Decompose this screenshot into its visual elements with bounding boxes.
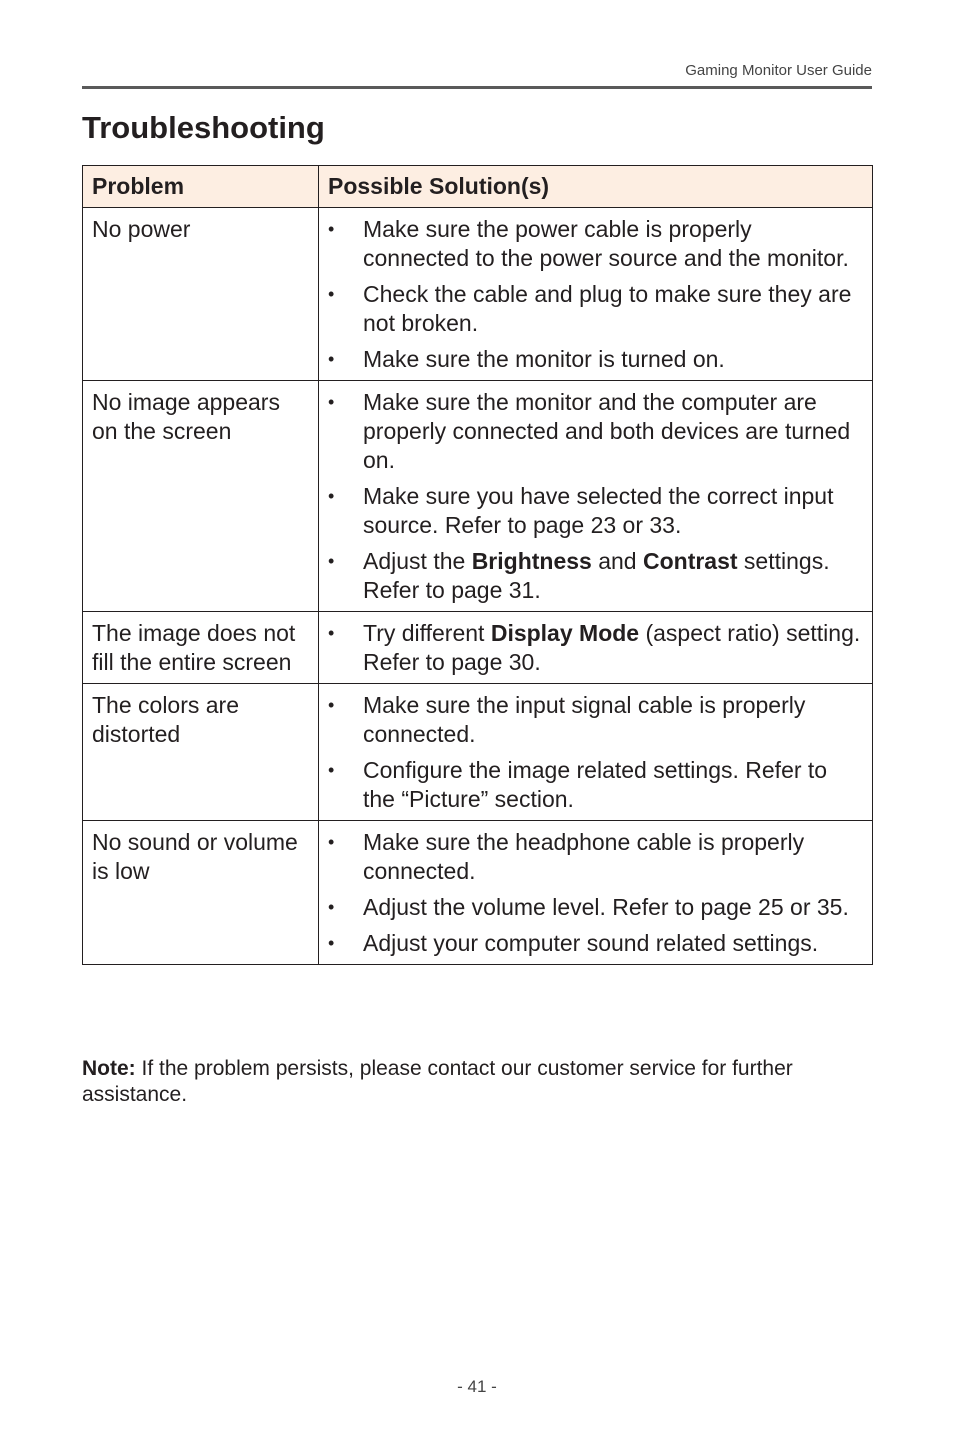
solution-text: (aspect ratio) setting. Refer to page 30. <box>363 620 861 675</box>
solution-item <box>328 691 863 749</box>
bullet-icon: • <box>328 897 335 917</box>
solution-text: Configure the image related settings. Refer to the “Picture” section. <box>363 757 828 812</box>
solution-item <box>328 482 863 540</box>
solution-list <box>328 215 863 374</box>
table-body <box>83 208 873 965</box>
solutions-cell <box>319 612 873 684</box>
page-number: - 41 - <box>457 1377 497 1396</box>
solution-item <box>328 929 863 958</box>
bullet-icon: • <box>328 551 335 571</box>
solution-emphasis: Display Mode <box>490 620 640 646</box>
table-row <box>83 684 873 821</box>
troubleshooting-table <box>82 165 873 965</box>
solution-text: Make sure you have selected the correct input source. Refer to page 23 or 33. <box>363 483 834 538</box>
solutions-cell <box>319 208 873 381</box>
table-row <box>83 381 873 612</box>
solution-emphasis: Contrast <box>642 548 738 574</box>
solution-text: Adjust the volume level. Refer to page 25 or 35. <box>363 894 849 920</box>
bullet-icon: • <box>328 392 335 412</box>
solution-item <box>328 756 863 814</box>
table-row <box>83 821 873 965</box>
solution-item <box>328 893 863 922</box>
solution-text: Make sure the input signal cable is properly connected. <box>363 692 806 747</box>
table-row <box>83 208 873 381</box>
solution-item <box>328 280 863 338</box>
page-title: Troubleshooting <box>82 110 325 145</box>
bullet-icon: • <box>328 349 335 369</box>
table-row <box>83 612 873 684</box>
solution-item <box>328 547 863 605</box>
solution-item <box>328 215 863 273</box>
solutions-cell <box>319 684 873 821</box>
solutions-cell <box>319 381 873 612</box>
note-text: If the problem persists, please contact our customer service for further assistance. <box>82 1057 793 1106</box>
bullet-icon: • <box>328 760 335 780</box>
column-header-solutions: Possible Solution(s) <box>319 166 873 208</box>
bullet-icon: • <box>328 486 335 506</box>
bullet-icon: • <box>328 219 335 239</box>
bullet-icon: • <box>328 832 335 852</box>
solution-emphasis: Brightness <box>471 548 592 574</box>
bullet-icon: • <box>328 695 335 715</box>
bullet-icon: • <box>328 623 335 643</box>
problem-cell: The image does not fill the entire screen <box>83 612 319 684</box>
header-divider <box>82 86 872 89</box>
problem-cell: The colors are distorted <box>83 684 319 821</box>
bullet-icon: • <box>328 284 335 304</box>
note-label: Note: <box>82 1057 136 1080</box>
solution-item <box>328 619 863 677</box>
solution-list <box>328 619 863 677</box>
solution-list <box>328 388 863 605</box>
solution-text: Check the cable and plug to make sure they are not broken. <box>363 281 852 336</box>
problem-cell: No image appears on the screen <box>83 381 319 612</box>
solution-item <box>328 345 863 374</box>
solution-list <box>328 828 863 958</box>
running-header: Gaming Monitor User Guide <box>685 62 872 79</box>
solution-text: Make sure the monitor is turned on. <box>363 346 725 372</box>
solution-text: settings. Refer to page 31. <box>363 548 830 603</box>
note <box>82 1056 872 1108</box>
solution-list <box>328 691 863 814</box>
solution-text: Make sure the power cable is properly connected to the power source and the monitor. <box>363 216 849 271</box>
solution-item <box>328 828 863 886</box>
bullet-icon: • <box>328 933 335 953</box>
solution-text: Make sure the headphone cable is properly connected. <box>363 829 805 884</box>
solution-text: Make sure the monitor and the computer are properly connected and both devices are turned on. <box>363 389 851 473</box>
solution-text: Adjust the <box>363 548 472 574</box>
problem-cell: No power <box>83 208 319 381</box>
solutions-cell <box>319 821 873 965</box>
solution-text: and <box>591 548 643 574</box>
column-header-problem: Problem <box>83 166 319 208</box>
solution-text: Try different <box>363 620 491 646</box>
table-header-row <box>83 166 873 208</box>
solution-item <box>328 388 863 475</box>
solution-text: Adjust your computer sound related settings. <box>363 930 819 956</box>
problem-cell: No sound or volume is low <box>83 821 319 965</box>
